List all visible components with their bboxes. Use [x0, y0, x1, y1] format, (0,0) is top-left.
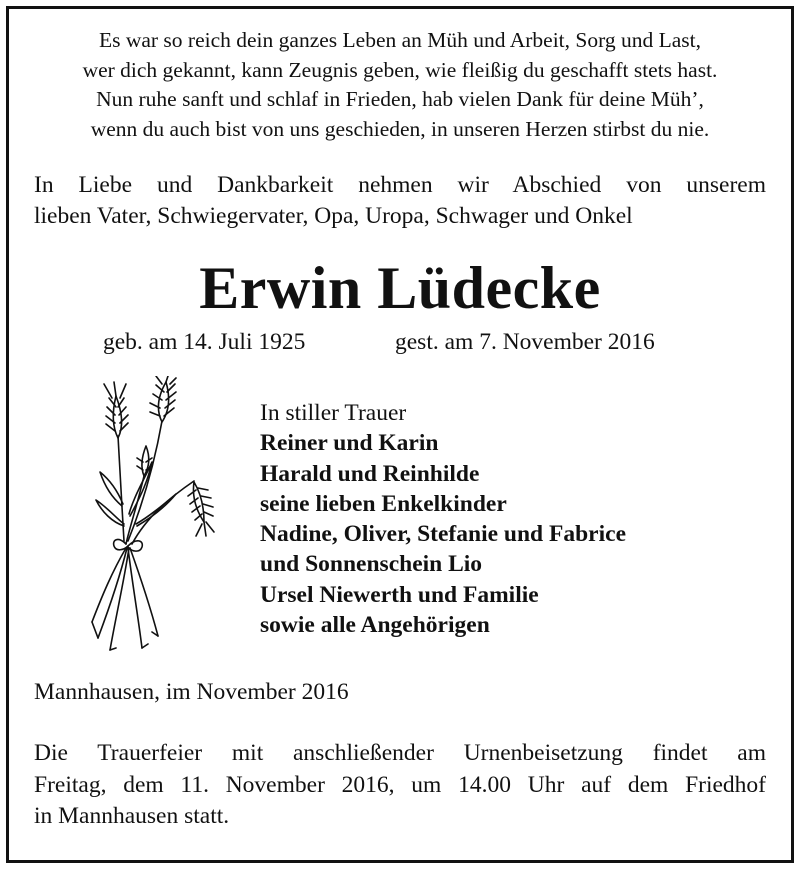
funeral-line: in Mannhausen statt.	[34, 803, 230, 829]
mourner-entry: Reiner und Karin	[260, 430, 439, 457]
mourners-heading: In stiller Trauer	[260, 400, 407, 426]
funeral-notice	[34, 738, 766, 833]
place-and-date: Mannhausen, im November 2016	[34, 679, 349, 705]
memorial-poem	[0, 26, 800, 144]
intro-line: lieben Vater, Schwiegervater, Opa, Uropa, Schwager und Onkel	[34, 203, 633, 229]
mourner-entry: sowie alle Angehörigen	[260, 612, 490, 639]
poem-line: wenn du auch bist von uns geschieden, in unseren Herzen stirbst du nie.	[90, 116, 710, 141]
birth-date: geb. am 14. Juli 1925	[103, 329, 306, 355]
mourner-entry: Ursel Niewerth und Familie	[260, 581, 539, 608]
mourner-entry: seine lieben Enkelkinder	[260, 490, 507, 517]
poem-line: wer dich gekannt, kann Zeugnis geben, wie fleißig du geschafft stets hast.	[82, 57, 718, 82]
funeral-line: Freitag, dem 11. November 2016, um 14.00 Uhr auf dem Friedhof	[34, 771, 766, 798]
mourner-entry: Harald und Reinhilde	[260, 460, 480, 487]
mourners-list	[260, 398, 626, 640]
wheat-bundle-icon	[82, 376, 222, 656]
farewell-intro	[34, 170, 766, 232]
mourner-entry: Nadine, Oliver, Stefanie und Fabrice	[260, 521, 626, 548]
deceased-name: Erwin Lüdecke	[199, 255, 601, 321]
death-date: gest. am 7. November 2016	[395, 329, 655, 355]
poem-line: Nun ruhe sanft und schlaf in Frieden, hab vielen Dank für deine Müh’,	[96, 87, 704, 111]
funeral-line: Die Trauerfeier mit anschließender Urnenbeisetzung findet am	[34, 740, 766, 766]
mourner-entry: und Sonnenschein Lio	[260, 551, 483, 578]
intro-line: In Liebe und Dankbarkeit nehmen wir Abschied von unserem	[34, 172, 766, 198]
poem-line: Es war so reich dein ganzes Leben an Müh und Arbeit, Sorg und Last,	[98, 28, 702, 52]
